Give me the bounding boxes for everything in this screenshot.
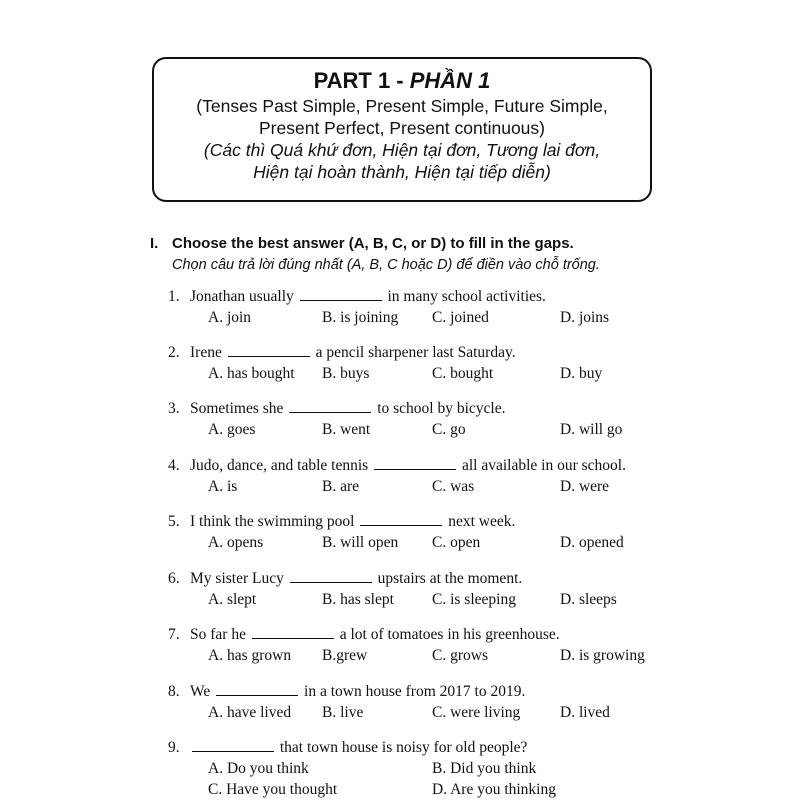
- option-d[interactable]: D. joins: [560, 309, 610, 326]
- subtitle-en-line1: (Tenses Past Simple, Present Simple, Future Simple,: [196, 96, 608, 116]
- question-1: [168, 288, 688, 332]
- option-b[interactable]: B. has slept: [322, 591, 394, 608]
- option-b[interactable]: B. buys: [322, 365, 370, 382]
- option-d[interactable]: D. sleeps: [560, 591, 617, 608]
- subtitle-en-line2: Present Perfect, Present continuous): [259, 118, 545, 138]
- answer-blank[interactable]: [228, 344, 310, 357]
- option-c[interactable]: C. go: [432, 421, 466, 438]
- question-stem: that town house is noisy for old people?: [190, 739, 527, 757]
- option-a[interactable]: A. opens: [208, 534, 264, 551]
- question-stem: We in a town house from 2017 to 2019.: [190, 683, 526, 700]
- option-b[interactable]: B. will open: [322, 534, 399, 551]
- option-a[interactable]: A. has grown: [208, 647, 292, 664]
- question-3: [168, 400, 688, 444]
- option-d[interactable]: D. will go: [560, 421, 623, 438]
- option-a[interactable]: A. is: [208, 478, 238, 495]
- answer-blank[interactable]: [252, 626, 334, 639]
- option-d[interactable]: D. buy: [560, 365, 603, 382]
- subtitle-vi-line1: (Các thì Quá khứ đơn, Hiện tại đơn, Tương lai đơn,: [203, 140, 601, 160]
- option-d[interactable]: D. opened: [560, 534, 624, 551]
- question-5: [168, 513, 688, 557]
- question-stem: Judo, dance, and table tennis all available in our school.: [190, 457, 626, 474]
- option-a[interactable]: A. slept: [208, 591, 257, 608]
- question-number: 1.: [168, 288, 180, 305]
- answer-blank[interactable]: [216, 683, 298, 696]
- question-number: 9.: [168, 739, 180, 756]
- option-a[interactable]: A. has bought: [208, 365, 295, 382]
- option-d[interactable]: D. were: [560, 478, 610, 495]
- question-stem: Jonathan usually in many school activities.: [190, 288, 546, 305]
- question-stem: Irene a pencil sharpener last Saturday.: [190, 344, 516, 361]
- option-b[interactable]: B. live: [322, 704, 364, 721]
- part-header-box: [152, 57, 652, 202]
- option-b[interactable]: B. Did you think: [432, 760, 537, 777]
- option-b[interactable]: B. is joining: [322, 309, 399, 326]
- question-stem: So far he a lot of tomatoes in his greenhouse.: [190, 626, 560, 643]
- option-b[interactable]: B.grew: [322, 647, 368, 664]
- option-c[interactable]: C. is sleeping: [432, 591, 516, 608]
- option-c[interactable]: C. Have you thought: [208, 781, 338, 798]
- option-d[interactable]: D. lived: [560, 704, 610, 721]
- question-number: 8.: [168, 683, 180, 700]
- option-c[interactable]: C. grows: [432, 647, 488, 664]
- instruction-vi: Chọn câu trả lời đúng nhất (A, B, C hoặc D) để điền vào chỗ trống.: [172, 257, 600, 273]
- question-9: [168, 739, 688, 799]
- question-number: 4.: [168, 457, 180, 474]
- part-title: PART 1 - PHẦN 1: [313, 68, 491, 93]
- answer-blank[interactable]: [374, 457, 456, 470]
- question-7: [168, 626, 688, 670]
- option-b[interactable]: B. are: [322, 478, 360, 495]
- option-c[interactable]: C. was: [432, 478, 475, 495]
- answer-blank[interactable]: [192, 739, 274, 752]
- option-a[interactable]: A. Do you think: [208, 760, 309, 777]
- answer-blank[interactable]: [289, 400, 371, 413]
- question-number: 3.: [168, 400, 180, 417]
- question-number: 6.: [168, 570, 180, 587]
- question-6: [168, 570, 688, 614]
- question-stem: My sister Lucy upstairs at the moment.: [190, 570, 523, 587]
- question-4: [168, 457, 688, 501]
- option-b[interactable]: B. went: [322, 421, 371, 438]
- option-a[interactable]: A. have lived: [208, 704, 292, 721]
- option-d[interactable]: D. is growing: [560, 647, 645, 664]
- instruction-en: Choose the best answer (A, B, C, or D) to fill in the gaps.: [172, 235, 574, 252]
- subtitle-vi-line2: Hiện tại hoàn thành, Hiện tại tiếp diễn): [253, 162, 551, 182]
- question-2: [168, 344, 688, 388]
- option-a[interactable]: A. goes: [208, 421, 256, 438]
- question-number: 2.: [168, 344, 180, 361]
- option-c[interactable]: C. joined: [432, 309, 489, 326]
- option-c[interactable]: C. bought: [432, 365, 494, 382]
- question-number: 7.: [168, 626, 180, 643]
- question-number: 5.: [168, 513, 180, 530]
- question-8: [168, 683, 688, 727]
- option-c[interactable]: C. were living: [432, 704, 521, 721]
- answer-blank[interactable]: [360, 513, 442, 526]
- question-stem: I think the swimming pool next week.: [190, 513, 516, 530]
- option-a[interactable]: A. join: [208, 309, 252, 326]
- answer-blank[interactable]: [300, 288, 382, 301]
- section-number: I.: [150, 235, 159, 252]
- option-c[interactable]: C. open: [432, 534, 481, 551]
- question-stem: Sometimes she to school by bicycle.: [190, 400, 506, 417]
- answer-blank[interactable]: [290, 570, 372, 583]
- option-d[interactable]: D. Are you thinking: [432, 781, 556, 798]
